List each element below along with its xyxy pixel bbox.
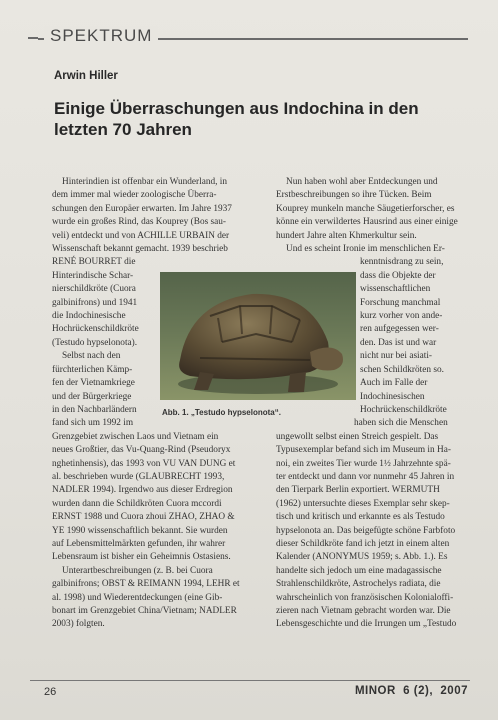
- text-line: auf Lebensmittelmärkten gefunden, ihr wahrer: [52, 538, 226, 549]
- text-line: al. 1998) und Wiederentdeckungen (eine Gib-: [52, 592, 223, 603]
- author-name: Arwin Hiller: [54, 70, 118, 82]
- text-line: dem immer mal wieder zoologische Überra-: [52, 190, 217, 201]
- footer-rule: [30, 680, 470, 681]
- text-line: Auch im Falle der: [360, 378, 428, 389]
- text-line: Und es scheint Ironie im menschlichen Er-: [286, 244, 445, 255]
- tortoise-photo: [160, 272, 356, 400]
- text-line: handelte sich jedoch um eine madagassische: [276, 565, 442, 576]
- text-line: wurden dann die Schildkröten Cuora mccordi: [52, 498, 222, 509]
- text-line: Hinterindien ist offenbar ein Wunderland, in: [62, 177, 228, 187]
- text-line: den Tierpark Berlin exportiert. WERMUTH: [276, 485, 440, 496]
- text-line: neues Großtier, das Vu-Quang-Rind (Pseudoryx: [52, 445, 231, 456]
- text-line: Hinterindische Schar-: [52, 270, 134, 281]
- text-line: schungen den Europäer erwarten. Im Jahre 1937: [52, 203, 232, 214]
- text-line: dieser Schildkröte fand ich jetzt in einem alten: [276, 538, 450, 549]
- text-line: Hochrückenschildkröte: [360, 404, 447, 415]
- text-line: fürchterlichen Kämp-: [52, 364, 133, 375]
- text-line: zieren nach Vietnam gebracht worden war. Die: [276, 606, 451, 616]
- text-line: tisch und kritisch und erkannte es als Testudo: [276, 512, 445, 523]
- text-line: kurz vorher von ande-: [360, 311, 443, 322]
- text-line: al. beschrieben wurde (GLAUBRECHT 1993,: [52, 471, 225, 482]
- text-line: wurde ein großes Rind, das Kouprey (Bos sau-: [52, 217, 227, 228]
- text-line: schen Schildkröten so.: [360, 364, 444, 375]
- text-line: 2003) folgten.: [52, 619, 105, 630]
- text-line: Kouprey munkeln manche Säugetierforscher, es: [276, 203, 455, 214]
- article-title: Einige Überraschungen aus Indochina in den letzten 70 Jahren: [54, 99, 419, 139]
- text-line: YE 1990 wissenschaftlich bekannt. Sie wurden: [52, 525, 228, 536]
- article-column-left: [52, 176, 250, 632]
- page-number: 26: [44, 686, 57, 698]
- text-line: den. Das ist und war: [360, 337, 437, 348]
- text-line: Wissenschaft bekannt gemacht. 1939 beschrieb: [52, 244, 228, 255]
- journal-citation: MINOR 6 (2), 2007: [354, 685, 468, 697]
- text-line: hypselonota an. Das beigefügte schöne Farbfoto: [276, 525, 456, 536]
- text-line: ter entdeckt und dann vor nunmehr 45 Jahren in: [276, 471, 455, 482]
- text-line: Unterartbeschreibungen (z. B. bei Cuora: [62, 565, 213, 576]
- text-line: Forschung manchmal: [360, 297, 441, 308]
- text-line: Grenzgebiet zwischen Laos und Vietnam ein: [52, 431, 219, 442]
- text-line: nierschildkröte (Cuora: [52, 284, 136, 295]
- text-line: Lebensraum ist bisher ein Geheimnis Ostasiens.: [52, 552, 231, 563]
- text-line: Lebensgeschichte und die Irrungen um „Testudo: [276, 619, 457, 630]
- text-line: Nun haben wohl aber Entdeckungen und: [286, 177, 438, 187]
- text-line: galbinifrons; OBST & REIMANN 1994, LEHR et: [52, 579, 240, 590]
- text-line: nicht nur bei asiati-: [360, 351, 433, 362]
- text-line: kenntnisdrang zu sein,: [360, 257, 444, 268]
- text-line: hundert Jahre alten Khmerkultur sein.: [276, 230, 417, 241]
- text-line: RENÉ BOURRET die: [52, 257, 136, 268]
- text-line: nghetinhensis), das 1993 von VU VAN DUNG et: [52, 458, 236, 469]
- text-line: Kalender (ANONYMUS 1959; s. Abb. 1.). Es: [276, 552, 448, 563]
- text-line: wissenschaftlichen: [360, 284, 431, 295]
- article-column-right: [276, 176, 472, 632]
- text-line: ERNST 1988 und Cuora zhoui ZHAO, ZHAO &: [52, 512, 235, 523]
- text-line: Erstbeschreibungen so ihre Tücken. Beim: [276, 190, 432, 201]
- section-label: SPEKTRUM: [44, 26, 158, 46]
- text-line: wahrscheinlich von französischen Kolonialoffi-: [276, 592, 454, 603]
- text-line: die Indochinesische: [52, 311, 126, 322]
- text-line: ungewollt selbst einen Streich gespielt. Das: [276, 431, 439, 442]
- text-line: Indochinesischen: [360, 391, 425, 402]
- text-line: Selbst nach den: [62, 351, 121, 362]
- text-line: bonart im Grenzgebiet China/Vietnam; NADLER: [52, 606, 237, 616]
- text-line: (Testudo hypselonota).: [52, 337, 138, 348]
- section-marker-icon: [28, 34, 38, 44]
- text-line: fen der Vietnamkriege: [52, 378, 135, 389]
- text-line: galbinifrons) und 1941: [52, 297, 138, 308]
- text-line: und der Bürgerkriege: [52, 391, 132, 402]
- text-line: könne ein verwildertes Hausrind aus einer einige: [276, 217, 458, 228]
- figure-caption: Abb. 1. „Testudo hypselonota“.: [162, 408, 281, 417]
- text-line: NADLER 1994). Irgendwo aus dieser Erdregion: [52, 485, 233, 496]
- text-line: dass die Objekte der: [360, 270, 436, 281]
- text-line: Hochrückenschildkröte: [52, 324, 139, 335]
- text-line: (1962) untersuchte dieses Exemplar sehr skep-: [276, 498, 450, 509]
- text-line: Strahlenschildkröte, Astrochelys radiata, die: [276, 579, 441, 590]
- text-line: veli) entdeckt und von ACHILLE URBAIN der: [52, 230, 230, 241]
- text-line: noi, ein zweites Tier wurde 1½ Jahrzehnte spä-: [276, 458, 451, 469]
- text-line: Typusexemplar befand sich im Museum in Ha-: [276, 445, 451, 456]
- text-line: ren aufgegessen wer-: [360, 324, 439, 335]
- text-line: haben sich die Menschen: [354, 418, 448, 429]
- text-line: fand sich um 1992 im: [52, 418, 134, 429]
- text-line: in den Nachbarländern: [52, 404, 137, 415]
